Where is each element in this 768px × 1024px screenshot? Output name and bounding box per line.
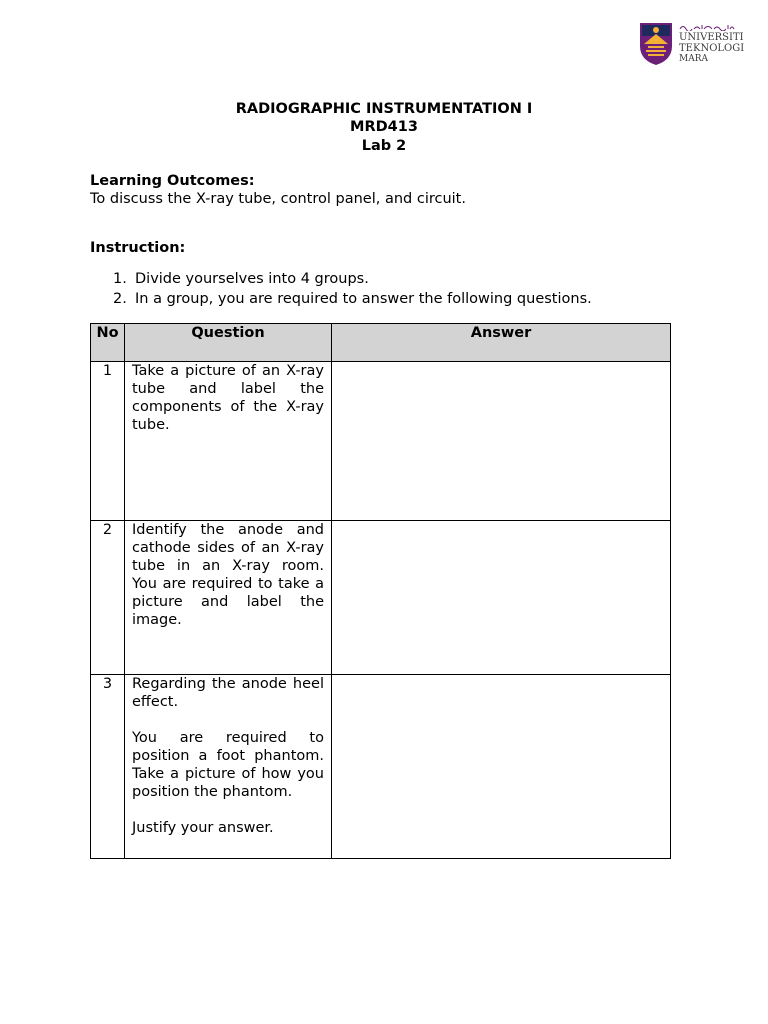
instruction-item-text: Divide yourselves into 4 groups. [135,271,369,287]
answer-cell[interactable] [332,675,671,859]
lab-number: Lab 2 [361,138,407,154]
table-row [91,362,671,521]
question-text: Regarding the anode heel effect. [132,676,324,710]
question-text: You are required to position a foot phantom. Take a picture of how you position the phantom. [132,730,324,800]
logo-text-mara: MARA [679,54,708,64]
instruction-item-text: In a group, you are required to answer the following questions. [135,291,592,307]
logo-text-universiti: UNIVERSITI [679,32,744,43]
instruction-item [113,291,592,307]
learning-outcomes-text: To discuss the X-ray tube, control panel, and circuit. [90,191,466,207]
learning-outcomes-heading: Learning Outcomes: [90,173,255,189]
table-row [91,675,671,859]
question-cell [125,362,332,521]
instruction-item-number: 1. [113,271,127,287]
header-no: No [91,324,125,362]
uitm-crest-icon [639,22,673,66]
question-text: Identify the anode and cathode sides of an X-ray tube in an X-ray room. You are required to take a picture and label the image. [132,522,324,628]
jawi-script-mark [679,23,735,31]
instruction-item [113,271,369,287]
instruction-item-number: 2. [113,291,127,307]
instruction-heading: Instruction: [90,240,186,256]
table-row [91,521,671,675]
university-logo [639,22,764,68]
answer-cell[interactable] [332,362,671,521]
question-text: Take a picture of an X-ray tube and label the components of the X-ray tube. [132,363,324,433]
row-number: 2 [91,521,125,675]
logo-text-teknologi: TEKNOLOGI [679,43,745,54]
row-number: 1 [91,362,125,521]
header-question: Question [125,324,332,362]
table-header-row [91,324,671,362]
question-cell [125,675,332,859]
course-code: MRD413 [350,119,418,135]
question-text: Justify your answer. [132,820,274,836]
row-number: 3 [91,675,125,859]
question-answer-table [90,323,671,859]
question-cell [125,521,332,675]
answer-cell[interactable] [332,521,671,675]
header-answer: Answer [332,324,671,362]
course-title: RADIOGRAPHIC INSTRUMENTATION I [235,101,533,117]
